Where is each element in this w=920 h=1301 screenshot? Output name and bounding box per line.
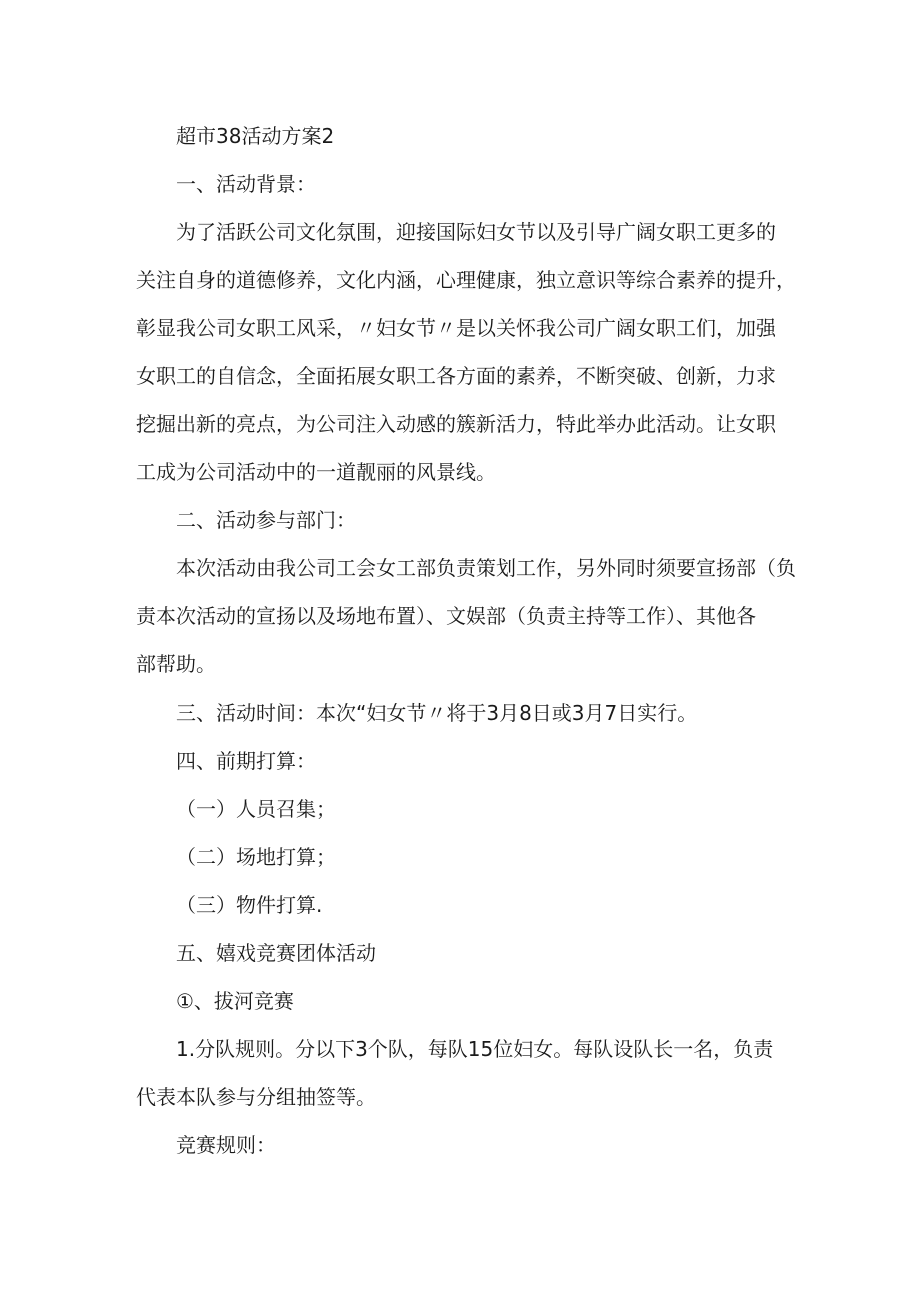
paragraph-line: 本次活动由我公司工会女工部负责策划工作，另外同时须要宣扬部（负 [176, 556, 796, 580]
paragraph-line: 1.分队规则。分以下3个队，每队15位妇女。每队设队长一名，负责 [176, 1037, 774, 1061]
paragraph-line: 女职工的自信念，全面拓展女职工各方面的素养，不断突破、创新，力求 [136, 364, 776, 388]
list-item: （一）人员召集； [176, 797, 336, 821]
paragraph-line: 挖掘出新的亮点，为公司注入动感的簇新活力，特此举办此活动。让女职 [136, 412, 776, 436]
paragraph-line: 为了活跃公司文化氛围，迎接国际妇女节以及引导广阔女职工更多的 [176, 220, 776, 244]
paragraph-line: 关注自身的道德修养，文化内涵，心理健康，独立意识等综合素养的提升， [136, 268, 796, 292]
paragraph-line: 代表本队参与分组抽签等。 [136, 1085, 376, 1109]
list-item: （三）物件打算. [176, 893, 323, 917]
list-item: （二）场地打算； [176, 845, 336, 869]
section-heading-preparation: 四、前期打算： [176, 749, 316, 773]
doc-title: 超市38活动方案2 [176, 124, 335, 148]
section-heading-games: 五、嬉戏竞赛团体活动 [176, 941, 376, 965]
subsection-heading-tug-of-war: ①、拔河竞赛 [176, 989, 294, 1013]
section-heading-background: 一、活动背景： [176, 172, 316, 196]
paragraph-line: 彰显我公司女职工风采，〃妇女节〃是以关怀我公司广阔女职工们，加强 [136, 316, 776, 340]
paragraph-line: 工成为公司活动中的一道靓丽的风景线。 [136, 460, 496, 484]
section-heading-departments: 二、活动参与部门： [176, 508, 356, 532]
paragraph-line: 责本次活动的宣扬以及场地布置）、文娱部（负责主持等工作）、其他各 [136, 604, 756, 628]
paragraph-line: 部帮助。 [136, 652, 216, 676]
subsection-heading-rules: 竞赛规则： [176, 1133, 276, 1157]
section-heading-time: 三、活动时间：本次“妇女节〃将于3月8日或3月7日实行。 [176, 701, 698, 725]
